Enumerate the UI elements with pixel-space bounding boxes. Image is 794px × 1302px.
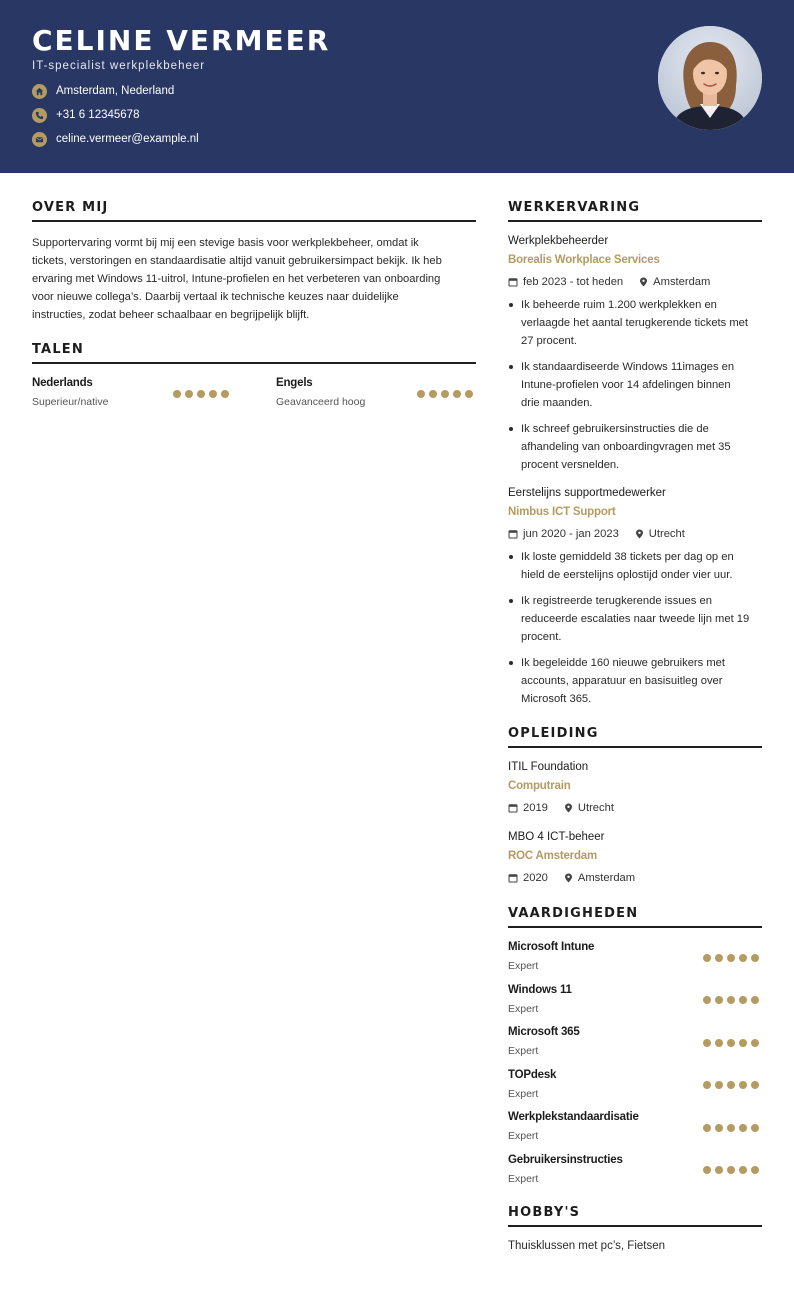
skill-name: Microsoft Intune: [508, 941, 595, 953]
section-title-about: OVER MIJ: [32, 200, 109, 215]
section-divider: [508, 1225, 762, 1227]
education-year: 2019: [523, 802, 548, 814]
company-name: Nimbus ICT Support: [508, 506, 616, 518]
job-meta: [508, 276, 710, 288]
candidate-role: IT-specialist werkplekbeheer: [32, 60, 206, 72]
avatar: [658, 26, 762, 130]
bullet-line: verlaagde het aantal terugkerende tickets met: [521, 317, 748, 329]
phone-icon: [32, 108, 47, 123]
company-name: Borealis Workplace Services: [508, 254, 660, 266]
candidate-name: CELINE VERMEER: [32, 24, 331, 57]
education-meta: [508, 802, 614, 814]
bullet-line: Intune-profielen voor 14 afdelingen binnen: [521, 379, 731, 391]
education-title: MBO 4 ICT-beheer: [508, 831, 605, 843]
job-location: Amsterdam: [653, 276, 711, 288]
education-school: ROC Amsterdam: [508, 850, 597, 862]
language-name: Engels: [276, 377, 313, 389]
bullet-line: reduceerde escalaties naar tweede lijn met 19: [521, 613, 750, 625]
bullet-line: Microsoft 365.: [521, 693, 592, 705]
calendar-icon: [508, 803, 518, 813]
location-pin-icon: [564, 873, 573, 883]
language-rating: [417, 390, 473, 398]
skill-name: Gebruikersinstructies: [508, 1154, 623, 1166]
bullet-line: Ik standaardiseerde Windows 11images en: [521, 361, 735, 373]
skill-rating: [703, 1124, 759, 1132]
bullet-line: afhandeling van onboardingvragen met 35: [521, 441, 731, 453]
education-school: Computrain: [508, 780, 571, 792]
bullet-line: 27 procent.: [521, 335, 577, 347]
job-bullet: [508, 592, 764, 646]
bullet-line: Ik schreef gebruikersinstructies die de: [521, 423, 709, 435]
about-line: Supportervaring vormt bij mij een stevige basis voor werkplekbeheer, omdat ik: [32, 237, 419, 249]
job-title: Werkplekbeheerder: [508, 235, 609, 247]
skill-level: Expert: [508, 1045, 539, 1057]
bullet-line: drie maanden.: [521, 397, 593, 409]
calendar-icon: [508, 529, 518, 539]
skill-name: Werkplekstandaardisatie: [508, 1111, 639, 1123]
education-meta: [508, 872, 635, 884]
contact-location: [32, 83, 174, 99]
skill-level: Expert: [508, 1173, 539, 1185]
job-meta: [508, 528, 685, 540]
calendar-icon: [508, 277, 518, 287]
bullet-line: Ik loste gemiddeld 38 tickets per dag op en: [521, 551, 734, 563]
bullet-line: hield de eerstelijns oplostijd onder vier uur.: [521, 569, 733, 581]
language-rating: [173, 390, 229, 398]
skill-level: Expert: [508, 1003, 539, 1015]
location-text: Amsterdam, Nederland: [56, 85, 175, 97]
email-link[interactable]: celine.vermeer@example.nl: [56, 133, 199, 145]
section-title-experience: WERKERVARING: [508, 200, 641, 215]
section-divider: [508, 926, 762, 928]
skill-level: Expert: [508, 960, 539, 972]
job-title: Eerstelijns supportmedewerker: [508, 487, 666, 499]
bullet-line: Ik registreerde terugkerende issues en: [521, 595, 712, 607]
job-bullet: [508, 358, 764, 412]
job-bullet: [508, 548, 764, 584]
contact-phone: [32, 107, 139, 123]
location-pin-icon: [639, 277, 648, 287]
section-divider: [32, 220, 476, 222]
job-bullet: [508, 420, 764, 474]
job-bullet: [508, 654, 764, 708]
about-line: voor nieuwe collega’s. Daarbij vertaal ik technische keuzes naar duidelijke: [32, 291, 399, 303]
hobbies-text: Thuisklussen met pc’s, Fietsen: [508, 1240, 666, 1252]
job-location: Utrecht: [648, 528, 685, 540]
section-title-education: OPLEIDING: [508, 726, 599, 741]
location-pin-icon: [635, 529, 644, 539]
skill-name: Windows 11: [508, 984, 572, 996]
about-text: [32, 234, 478, 324]
about-line: tickets, verstoringen en standaardisatie altijd vanuit gebruikersimpact bekijk. Ik heb: [32, 255, 442, 267]
skill-rating: [703, 1039, 759, 1047]
education-year: 2020: [523, 872, 548, 884]
section-divider: [32, 362, 476, 364]
education-location: Amsterdam: [577, 872, 636, 884]
location-pin-icon: [564, 803, 573, 813]
bullet-line: Ik beheerde ruim 1.200 werkplekken en: [521, 299, 717, 311]
section-title-skills: VAARDIGHEDEN: [508, 906, 639, 921]
section-title-languages: TALEN: [32, 342, 84, 357]
bullet-line: procent versnelden.: [521, 459, 620, 471]
phone-text: +31 6 12345678: [56, 109, 140, 121]
section-title-hobbies: HOBBY'S: [508, 1205, 581, 1220]
section-divider: [508, 220, 762, 222]
job-bullet: [508, 296, 764, 350]
skill-name: Microsoft 365: [508, 1026, 580, 1038]
language-level: Superieur/native: [32, 396, 109, 408]
header: [0, 0, 794, 173]
job-period: feb 2023 - tot heden: [523, 276, 624, 288]
skill-rating: [703, 1081, 759, 1089]
calendar-icon: [508, 873, 518, 883]
skill-rating: [703, 996, 759, 1004]
mail-icon: [32, 132, 47, 147]
language-name: Nederlands: [32, 377, 93, 389]
skill-rating: [703, 954, 759, 962]
about-line: ervaring met Windows 11-uitrol, Intune-profielen en het verbeteren van onboarding: [32, 273, 441, 285]
education-title: ITIL Foundation: [508, 761, 589, 773]
skill-level: Expert: [508, 1130, 539, 1142]
home-icon: [32, 84, 47, 99]
section-divider: [508, 746, 762, 748]
skill-name: TOPdesk: [508, 1069, 557, 1081]
skill-level: Expert: [508, 1088, 539, 1100]
skill-rating: [703, 1166, 759, 1174]
contact-email: [32, 131, 199, 147]
bullet-line: accounts, apparatuur en basisuitleg over: [521, 675, 723, 687]
bullet-line: Ik begeleidde 160 nieuwe gebruikers met: [521, 657, 725, 669]
bullet-line: procent.: [521, 631, 562, 643]
education-location: Utrecht: [577, 802, 614, 814]
about-line: instructies, zodat beheer schaalbaar en begrijpelijk blijft.: [32, 309, 310, 321]
job-period: jun 2020 - jan 2023: [523, 528, 619, 540]
language-level: Geavanceerd hoog: [276, 396, 366, 408]
